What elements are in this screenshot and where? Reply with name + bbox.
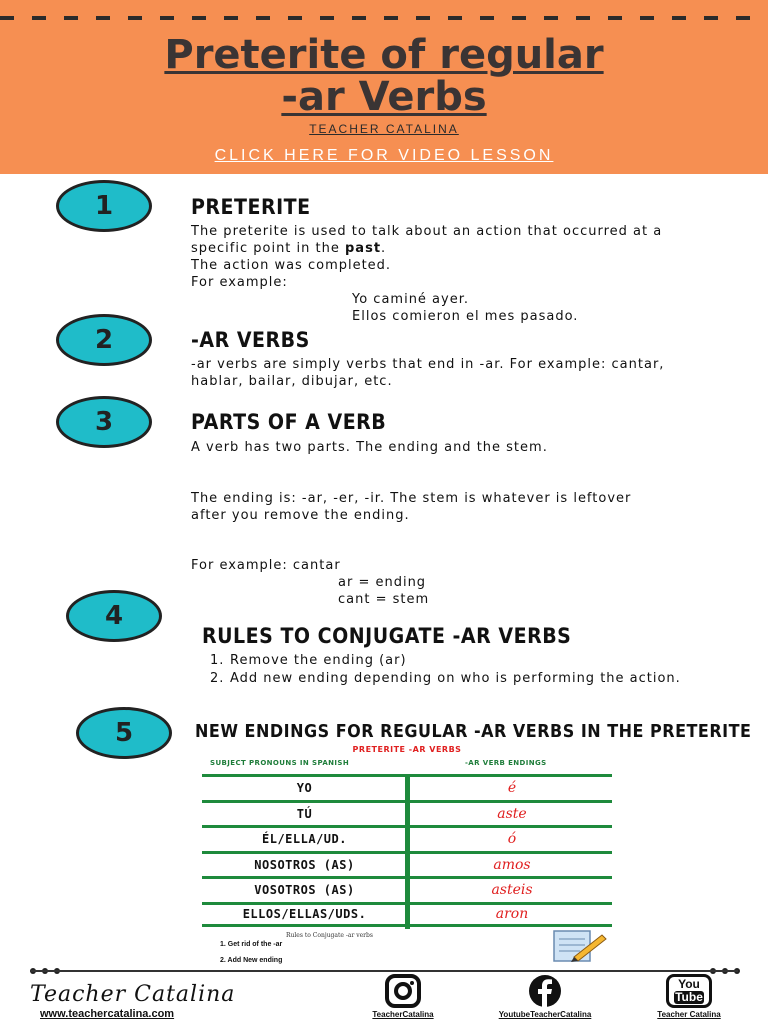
list-item-number: 2. (210, 671, 225, 686)
pronoun-cell: ELLOS/ELLAS/UDS. (242, 907, 367, 922)
title-line-1: Preterite of regular (164, 32, 604, 78)
section-number-badge: 2 (56, 314, 152, 366)
ending-cell: é (507, 780, 517, 797)
table-rule-2: 2. Add New ending (220, 957, 283, 964)
section-number-badge: 4 (66, 590, 162, 642)
preterite-text-post: . The action was completed. For example: (191, 241, 392, 290)
ar-verbs-description: -ar verbs are simply verbs that end in -ar. For example: cantar, hablar, bailar, dibujar, etc. (191, 357, 670, 389)
author-name: TEACHER CATALINA (309, 122, 459, 136)
section-heading-preterite: PRETERITE (191, 195, 311, 220)
preterite-example-1: Yo caminé ayer. (352, 292, 470, 307)
rules-list (210, 652, 690, 688)
section-heading-rules: RULES TO CONJUGATE -AR VERBS (202, 624, 572, 649)
ending-cell: aron (495, 906, 529, 923)
facebook-link[interactable] (480, 974, 610, 1019)
facebook-handle: YoutubeTeacherCatalina (498, 1010, 592, 1019)
preterite-text-pre: The preterite is used to talk about an action that occurred at a specific point in the (191, 224, 668, 256)
footer-divider-line (30, 970, 738, 972)
ending-cell: aste (497, 805, 527, 822)
section-heading-parts-of-verb: PARTS OF A VERB (191, 410, 387, 435)
instagram-icon (375, 974, 431, 1008)
instagram-handle: TeacherCatalina (372, 1010, 434, 1019)
header-banner (0, 0, 768, 174)
preterite-text-bold: past (345, 241, 382, 256)
youtube-handle: Teacher Catalina (657, 1010, 721, 1019)
section-heading-new-endings: NEW ENDINGS FOR REGULAR -AR VERBS IN THE PRETERITE (195, 720, 752, 742)
youtube-icon (666, 974, 712, 1008)
ending-cell: ó (507, 831, 517, 848)
facebook-icon (517, 974, 573, 1008)
section-heading-ar-verbs: -AR VERBS (191, 328, 310, 353)
section-number-badge: 5 (76, 707, 172, 759)
signature-logo: Teacher Catalina (30, 982, 236, 1007)
youtube-logo-you: You (678, 977, 700, 991)
section-number-badge: 3 (56, 396, 152, 448)
table-header-endings: -AR VERB ENDINGS (465, 759, 547, 767)
table-title: PRETERITE -AR VERBS (352, 745, 462, 754)
parts-description-1: A verb has two parts. The ending and the stem. (191, 440, 548, 455)
preterite-description (191, 223, 711, 291)
list-item-number: 1. (210, 653, 225, 668)
parts-description-2: The ending is: -ar, -er, -ir. The stem is whatever is leftover after you remove the ending. (191, 491, 637, 523)
ending-cell: amos (493, 856, 531, 873)
list-item (210, 670, 690, 688)
ending-cell: asteis (491, 882, 533, 899)
list-item (210, 652, 690, 670)
pronoun-cell: ÉL/ELLA/UD. (262, 832, 347, 847)
table-rules-caption: Rules to Conjugate -ar verbs (286, 932, 373, 939)
youtube-logo-tube: Tube (675, 990, 703, 1004)
section-number-badge: 1 (56, 180, 152, 232)
parts-example-stem: cant = stem (338, 592, 430, 607)
parts-example-verb: For example: cantar (191, 558, 341, 573)
table-rule-1: 1. Get rid of the -ar (220, 941, 283, 948)
pronoun-cell: VOSOTROS (AS) (254, 883, 355, 898)
instagram-link[interactable] (338, 974, 468, 1019)
video-lesson-link[interactable]: CLICK HERE FOR VIDEO LESSON (214, 147, 554, 164)
notepad-pencil-icon (552, 929, 608, 963)
list-item-text: Remove the ending (ar) (230, 653, 407, 668)
endings-table-image (200, 745, 614, 970)
parts-example-ending: ar = ending (338, 575, 427, 590)
preterite-example-2: Ellos comieron el mes pasado. (352, 309, 579, 324)
page-title (0, 34, 768, 118)
youtube-link[interactable] (624, 974, 754, 1019)
dashed-divider (0, 16, 768, 20)
website-link[interactable]: www.teachercatalina.com (40, 1008, 175, 1020)
title-line-2: -ar Verbs (281, 74, 487, 120)
table-header-pronouns: SUBJECT PRONOUNS IN SPANISH (210, 759, 350, 767)
pronoun-cell: TÚ (296, 806, 313, 821)
table-column-divider (405, 774, 410, 929)
list-item-text: Add new ending depending on who is performing the action. (230, 671, 681, 686)
pronoun-cell: NOSOTROS (AS) (254, 857, 355, 872)
pronoun-cell: YO (296, 781, 313, 796)
